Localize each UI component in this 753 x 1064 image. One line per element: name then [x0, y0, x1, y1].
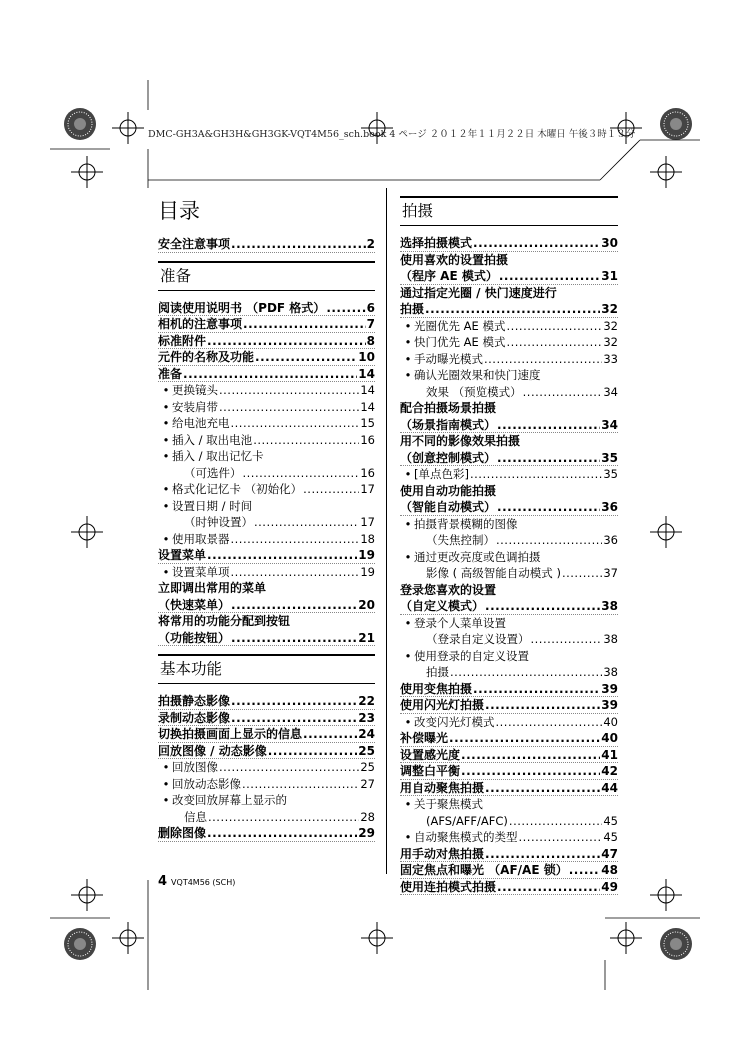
toc-entry-label: 相机的注意事项: [158, 317, 243, 331]
toc-entry-page: 21: [358, 630, 375, 645]
toc-entry-label: 关于聚焦模式: [414, 797, 483, 811]
toc-entry-label: 通过更改亮度或色调拍摄: [414, 549, 541, 564]
bullet-icon: •: [404, 318, 412, 333]
toc-entry-line[interactable]: [400, 549, 618, 566]
bullet-icon: •: [162, 416, 170, 430]
toc-entry-page: 32: [603, 318, 618, 333]
bullet-icon: •: [162, 776, 170, 791]
toc-entry-page: 25: [360, 760, 375, 774]
toc-entry[interactable]: [400, 879, 618, 896]
bullet-icon: •: [404, 830, 412, 844]
toc-entry[interactable]: [400, 351, 618, 368]
toc-entry[interactable]: [400, 384, 618, 401]
toc-entry-page: 37: [603, 566, 618, 580]
toc-entry[interactable]: [158, 316, 375, 333]
toc-entry-page: 36: [603, 533, 618, 547]
toc-entry-label: 改变回放屏幕上显示的: [172, 793, 287, 807]
toc-entry-label: [单点色彩]: [414, 467, 469, 481]
toc-entry[interactable]: [158, 693, 375, 710]
toc-entry[interactable]: [400, 334, 618, 351]
toc-entry-line[interactable]: [158, 792, 375, 809]
toc-entry[interactable]: [400, 664, 618, 681]
toc-entry-page: 17: [360, 482, 375, 496]
toc-entry[interactable]: [158, 465, 375, 482]
toc-entry-page: 18: [360, 531, 375, 546]
document-code: VQT4M56 (SCH): [171, 878, 236, 887]
column-divider: [386, 188, 387, 874]
bullet-icon: •: [162, 432, 170, 447]
toc-entry-label: 调整白平衡: [400, 764, 461, 778]
toc-entry-page: 39: [601, 698, 618, 712]
toc-entry-page: 32: [601, 302, 618, 316]
toc-entry-label: 快门优先 AE 模式: [414, 335, 506, 349]
toc-entry[interactable]: [400, 598, 618, 615]
toc-entry-label: （快速菜单）: [158, 597, 231, 612]
toc-entry[interactable]: [158, 597, 375, 614]
toc-entry-label: 录制动态影像: [158, 710, 231, 725]
bullet-icon: •: [162, 564, 170, 579]
toc-entry-page: 38: [601, 599, 618, 613]
toc-entry[interactable]: [400, 235, 618, 252]
toc-entry[interactable]: [158, 333, 375, 350]
toc-entry-page: 20: [358, 597, 375, 612]
toc-entry[interactable]: [400, 565, 618, 582]
bullet-icon: •: [404, 714, 412, 729]
toc-entry-label: （功能按钮）: [158, 630, 231, 645]
registration-target-icon: [64, 108, 96, 140]
toc-entry[interactable]: [158, 432, 375, 449]
toc-entry-page: 49: [601, 879, 618, 894]
toc-entry-label: 安装肩带: [172, 399, 218, 414]
toc-entry-label: 删除图像: [158, 826, 207, 840]
toc-entry-page: 31: [601, 269, 618, 283]
toc-entry-label: 使用取景器: [172, 531, 230, 546]
toc-entry-label: 登录个人菜单设置: [414, 615, 506, 630]
toc-entry-label: 改变闪光灯模式: [414, 714, 495, 729]
toc-entry[interactable]: [400, 714, 618, 731]
toc-entry[interactable]: [158, 481, 375, 498]
registration-target-icon: [64, 928, 96, 960]
toc-entry-line[interactable]: [400, 648, 618, 665]
toc-entry-line[interactable]: [400, 796, 618, 813]
toc-entry-label: 使用自动功能拍摄: [400, 483, 497, 498]
toc-entry-page: 35: [603, 467, 618, 481]
toc-entry[interactable]: [158, 759, 375, 776]
toc-entry-page: 36: [601, 500, 618, 514]
toc-entry-label: 自动聚焦模式的类型: [414, 830, 518, 844]
toc-entry-page: 33: [603, 351, 618, 366]
toc-entry-label: （失焦控制）: [426, 533, 495, 547]
page-number: 4: [158, 874, 168, 889]
toc-entry-page: 14: [360, 383, 375, 397]
toc-entry-page: 45: [603, 830, 618, 844]
toc-entry-label: 设置感光度: [400, 747, 461, 762]
toc-entry-page: 35: [601, 450, 618, 465]
toc-entry-label: 用自动聚焦拍摄: [400, 780, 485, 795]
toc-entry[interactable]: [400, 747, 618, 764]
bullet-icon: •: [162, 793, 170, 807]
toc-entry-label: 使用变焦拍摄: [400, 681, 473, 696]
toc-entry-label: 配合拍摄场景拍摄: [400, 401, 497, 415]
toc-entry-line[interactable]: [158, 580, 375, 597]
bullet-icon: •: [404, 335, 412, 349]
toc-entry-label: 固定焦点和曝光 （AF/AE 锁）: [400, 863, 568, 877]
page-footer: [158, 874, 235, 889]
toc-entry-label: 插入 / 取出记忆卡: [172, 449, 264, 463]
toc-entry-label: 效果 （预览模式）: [426, 384, 522, 399]
toc-entry[interactable]: [158, 531, 375, 548]
bullet-icon: •: [404, 615, 412, 630]
toc-entry-page: 15: [360, 416, 375, 430]
toc-entry-page: 40: [603, 714, 618, 729]
toc-entry[interactable]: [400, 681, 618, 698]
toc-entry[interactable]: [400, 697, 618, 714]
toc-entry[interactable]: [158, 630, 375, 647]
bullet-icon: •: [162, 449, 170, 463]
toc-entry-page: 34: [601, 417, 618, 432]
toc-entry-label: （登录自定义设置）: [426, 632, 530, 646]
toc-entry-label: 更换镜头: [172, 383, 218, 397]
toc-entry-page: 41: [601, 747, 618, 762]
toc-entry-label: 通过指定光圈 / 快门速度进行: [400, 285, 557, 300]
toc-entry[interactable]: [158, 825, 375, 842]
toc-entry-label: 回放图像 / 动态影像: [158, 743, 267, 758]
bullet-icon: •: [162, 399, 170, 414]
registration-target-icon: [660, 108, 692, 140]
toc-entry-label: 光圈优先 AE 模式: [414, 318, 506, 333]
toc-entry-line[interactable]: [400, 516, 618, 533]
toc-entry-page: 48: [601, 863, 618, 877]
toc-entry-safety[interactable]: 安全注意事项 ..... 2: [158, 236, 375, 253]
toc-entry-page: 47: [601, 846, 618, 861]
toc-entry-line[interactable]: [158, 448, 375, 465]
toc-entry[interactable]: [400, 846, 618, 863]
toc-entry-label: 拍摄背景模糊的图像: [414, 516, 518, 531]
toc-entry[interactable]: [400, 780, 618, 797]
toc-entry[interactable]: [400, 450, 618, 467]
toc-entry[interactable]: [400, 631, 618, 648]
toc-entry-page: 16: [360, 432, 375, 447]
toc-entry[interactable]: [400, 532, 618, 549]
toc-entry-page: 28: [360, 809, 375, 824]
toc-entry-line[interactable]: [400, 483, 618, 500]
toc-entry[interactable]: [400, 499, 618, 516]
toc-entry[interactable]: [158, 514, 375, 531]
toc-entry-page: 8: [366, 333, 375, 348]
toc-entry-label: 登录您喜欢的设置: [400, 582, 497, 597]
toc-entry-page: 17: [360, 515, 375, 529]
toc-entry-label: 拍摄静态影像: [158, 694, 231, 708]
toc-entry-label: （自定义模式）: [400, 599, 485, 613]
toc-entry-label: 将常用的功能分配到按钮: [158, 614, 291, 628]
toc-entry[interactable]: [400, 829, 618, 846]
toc-entry[interactable]: [158, 776, 375, 793]
toc-entry-page: 38: [603, 665, 618, 679]
toc-entry-page: 24: [358, 727, 375, 741]
toc-entry[interactable]: [400, 417, 618, 434]
toc-entry[interactable]: [158, 366, 375, 383]
toc-entry-label: 确认光圈效果和快门速度: [414, 368, 541, 382]
toc-entry-line[interactable]: [400, 285, 618, 302]
bullet-icon: •: [404, 648, 412, 663]
toc-entry-page: 14: [358, 366, 375, 381]
bullet-icon: •: [162, 482, 170, 496]
section-heading: 基本功能: [158, 654, 375, 684]
toc-entry-label: 拍摄: [400, 302, 425, 316]
toc-entry-page: 44: [601, 780, 618, 795]
toc-entry-label: 切换拍摄画面上显示的信息: [158, 727, 303, 741]
toc-entry-label: （可选件）: [184, 465, 242, 480]
toc-entry[interactable]: [158, 399, 375, 416]
bullet-icon: •: [404, 368, 412, 382]
toc-entry-page: 34: [603, 384, 618, 399]
toc-entry[interactable]: [400, 318, 618, 335]
toc-entry-page: 6: [366, 300, 375, 315]
toc-entry-label: 标准附件: [158, 333, 207, 348]
toc-entry[interactable]: [158, 349, 375, 366]
section-heading: 拍摄: [400, 196, 618, 226]
toc-entry[interactable]: [158, 382, 375, 399]
toc-entry-label: （创意控制模式）: [400, 450, 497, 465]
toc-entry-label: 准备: [158, 366, 183, 381]
bullet-icon: •: [404, 351, 412, 366]
toc-entry-label: 影像 ( 高级智能自动模式 ): [426, 566, 561, 580]
toc-entry-line[interactable]: [400, 433, 618, 450]
toc-entry-label: 用不同的影像效果拍摄: [400, 434, 521, 448]
toc-entry-label: （时钟设置）: [184, 515, 253, 529]
toc-right-column: [400, 190, 618, 895]
toc-entry-line[interactable]: [400, 400, 618, 417]
section-heading: 准备: [158, 261, 375, 291]
toc-entry-label: 回放图像: [172, 760, 218, 774]
toc-entry-label: 使用喜欢的设置拍摄: [400, 252, 509, 267]
toc-entry-page: 27: [360, 776, 375, 791]
toc-entry-label: 给电池充电: [172, 416, 230, 430]
toc-entry-label: 使用闪光灯拍摄: [400, 698, 485, 712]
toc-entry-label: 立即调出常用的菜单: [158, 581, 267, 595]
toc-entry[interactable]: [400, 466, 618, 483]
bullet-icon: •: [404, 467, 412, 481]
toc-entry-line[interactable]: [400, 367, 618, 384]
bullet-icon: •: [404, 549, 412, 564]
bullet-icon: •: [404, 797, 412, 811]
toc-left-column: [158, 190, 375, 842]
toc-entry[interactable]: [158, 809, 375, 826]
toc-entry[interactable]: [400, 301, 618, 318]
toc-entry-label: （场景指南模式）: [400, 417, 497, 432]
toc-entry-page: 38: [603, 632, 618, 646]
registration-target-icon: [660, 928, 692, 960]
toc-entry-page: 32: [603, 335, 618, 349]
bullet-icon: •: [162, 498, 170, 513]
toc-entry-label: 使用连拍模式拍摄: [400, 879, 497, 894]
bullet-icon: •: [162, 531, 170, 546]
toc-entry[interactable]: [158, 547, 375, 564]
toc-entry[interactable]: [158, 415, 375, 432]
toc-entry-label: （程序 AE 模式）: [400, 269, 498, 283]
toc-entry[interactable]: [158, 726, 375, 743]
toc-entry-page: 40: [601, 731, 618, 745]
toc-entry-page: 29: [358, 826, 375, 840]
toc-entry-page: 39: [601, 681, 618, 696]
toc-entry-line[interactable]: [400, 582, 618, 599]
toc-entry-label: 设置日期 / 时间: [172, 498, 253, 513]
bullet-icon: •: [162, 760, 170, 774]
toc-entry-label: 设置菜单项: [172, 564, 230, 579]
toc-entry-page: 25: [358, 743, 375, 758]
toc-entry-page: 19: [358, 548, 375, 562]
page-title: 目录: [158, 199, 200, 223]
toc-entry[interactable]: [400, 813, 618, 830]
toc-entry-page: 10: [358, 350, 375, 364]
toc-entry-page: 14: [360, 399, 375, 414]
toc-entry[interactable]: [158, 564, 375, 581]
file-info-header: DMC-GH3A&GH3H&GH3GK-VQT4M56_sch.book 4 ページ ２０１２年１１月２２日 木曜日 午後３時１３分: [148, 129, 636, 140]
toc-entry-label: 信息: [184, 809, 207, 824]
toc-entry-page: 45: [603, 813, 618, 828]
toc-entry[interactable]: [400, 730, 618, 747]
toc-entry[interactable]: [400, 862, 618, 879]
toc-entry-label: 使用登录的自定义设置: [414, 648, 529, 663]
toc-entry-page: 30: [601, 236, 618, 250]
toc-entry[interactable]: [158, 743, 375, 760]
toc-entry-label: 格式化记忆卡 （初始化）: [172, 482, 303, 496]
toc-entry-label: 选择拍摄模式: [400, 236, 473, 250]
toc-entry-page: 19: [360, 564, 375, 579]
toc-entry-label: (AFS/AFF/AFC): [426, 813, 508, 828]
toc-entry-page: 22: [358, 694, 375, 708]
toc-entry-line[interactable]: [400, 615, 618, 632]
bullet-icon: •: [404, 516, 412, 531]
toc-entry-page: 23: [358, 710, 375, 725]
toc-entry[interactable]: [158, 710, 375, 727]
toc-entry-label: 阅读使用说明书 （PDF 格式）: [158, 300, 326, 315]
toc-entry-label: 手动曝光模式: [414, 351, 483, 366]
bullet-icon: •: [162, 383, 170, 397]
toc-entry-label: 插入 / 取出电池: [172, 432, 253, 447]
toc-entry-line[interactable]: [158, 613, 375, 630]
toc-entry-line[interactable]: [158, 498, 375, 515]
toc-entry-label: 回放动态影像: [172, 776, 241, 791]
toc-entry-page: 16: [360, 465, 375, 480]
toc-entry-label: （智能自动模式）: [400, 500, 497, 514]
toc-entry-label: 设置菜单: [158, 548, 207, 562]
toc-entry-label: 元件的名称及功能: [158, 350, 255, 364]
toc-entry-label: 补偿曝光: [400, 731, 449, 745]
toc-entry[interactable]: [158, 300, 375, 317]
toc-entry-page: 42: [601, 764, 618, 778]
toc-entry-line[interactable]: [400, 252, 618, 269]
toc-entry-page: 7: [366, 317, 375, 331]
toc-entry[interactable]: [400, 268, 618, 285]
toc-entry[interactable]: [400, 763, 618, 780]
toc-entry-label: 拍摄: [426, 665, 449, 679]
toc-entry-label: 用手动对焦拍摄: [400, 846, 485, 861]
